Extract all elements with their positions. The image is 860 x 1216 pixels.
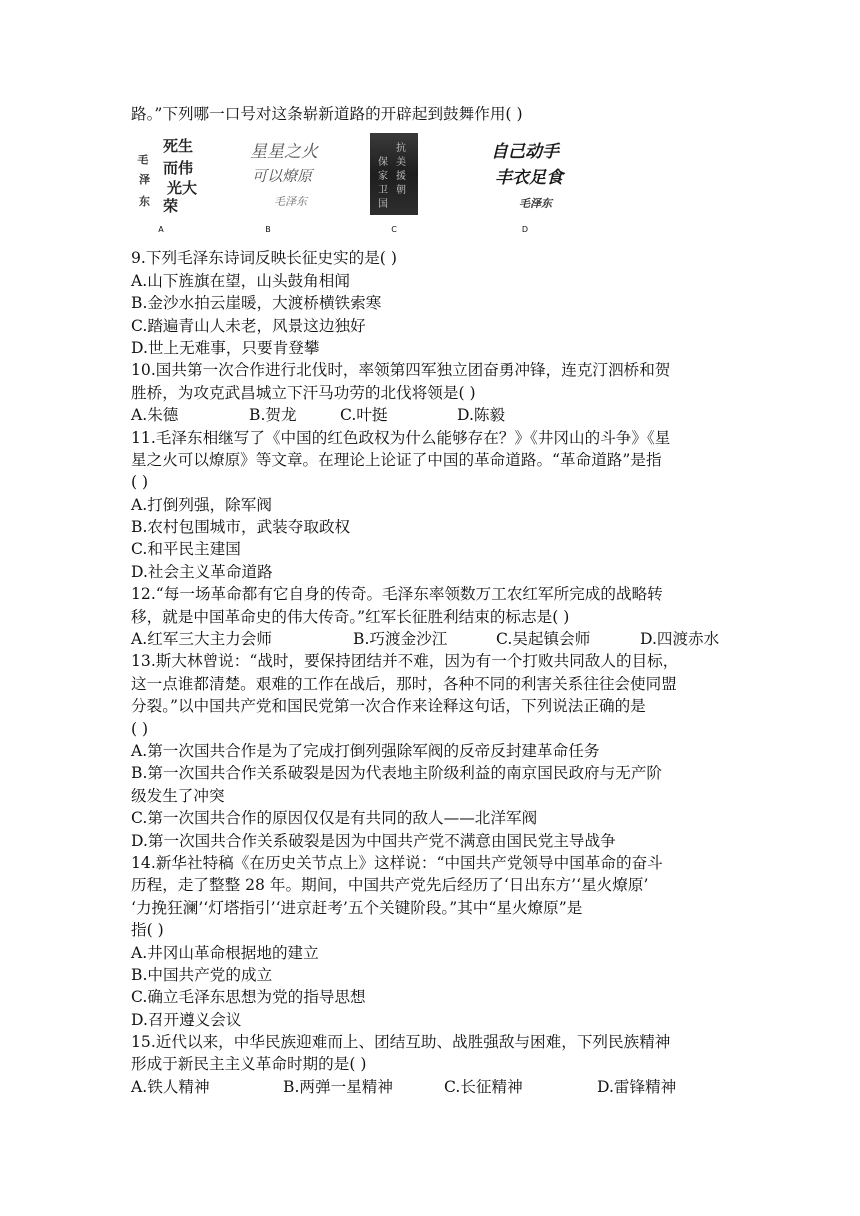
option-b: B.两弹一星精神 [283, 1077, 393, 1096]
option-a: A.铁人精神 [131, 1077, 210, 1096]
svg-text:荣: 荣 [163, 197, 179, 216]
question-stem: 12.“每一场革命都有它自身的传奇。毛泽东率领数万工农红军所完成的战略转 [131, 585, 663, 604]
svg-text:可以燎原: 可以燎原 [252, 167, 313, 186]
question-stem: 星之火可以燎原》等文章。在理论上论证了中国的革命道路。“革命道路”是指 [131, 450, 662, 469]
svg-text:丰衣足食: 丰衣足食 [495, 168, 563, 189]
svg-text:光大: 光大 [167, 179, 198, 198]
option-b: B.中国共产党的成立 [131, 965, 273, 984]
calligraphy-image-a [133, 133, 198, 235]
option-c: C.第一次国共合作的原因仅仅是有共同的敌人——北洋军阀 [131, 809, 538, 828]
svg-text:毛泽东: 毛泽东 [519, 197, 552, 211]
options-row [131, 404, 731, 426]
image-label-a: A [158, 225, 164, 235]
option-c: C.长征精神 [444, 1077, 523, 1096]
option-c: C.踏遍青山人未老，风景这边独好 [131, 316, 366, 335]
option-a: A.打倒列强，除军阀 [131, 495, 272, 514]
svg-text:星星之火: 星星之火 [250, 142, 318, 163]
calligraphy-image-d [489, 133, 563, 235]
option-d: D.社会主义革命道路 [131, 562, 273, 581]
svg-text:自己动手: 自己动手 [491, 142, 559, 163]
question-stem: 14.新华社特稿《在历史关节点上》这样说：“中国共产党领导中国革命的奋斗 [131, 853, 663, 872]
option-d: D.陈毅 [457, 406, 506, 425]
option-a: A.井冈山革命根据地的建立 [131, 943, 319, 962]
question-stem: 这一点谁都清楚。艰难的工作在战后，那时，各种不同的利害关系往往会使同盟 [131, 674, 677, 693]
question-14 [131, 852, 731, 1031]
svg-text:美: 美 [396, 157, 406, 169]
question-stem: 11.毛泽东相继写了《中国的红色政权为什么能够存在？》《井冈山的斗争》《星 [131, 428, 671, 447]
option-b: B.贺龙 [249, 406, 297, 425]
option-d: D.第一次国共合作关系破裂是因为中国共产党不满意由国民党主导战争 [131, 831, 616, 850]
question-stem: 15.近代以来，中华民族迎难而上、团结互助、战胜强敌与困难，下列民族精神 [131, 1033, 671, 1052]
calligraphy-image-b [248, 133, 320, 235]
question-stem: 10.国共第一次合作进行北伐时，率领第四军独立团奋勇冲锋，连克汀泗桥和贺 [131, 361, 671, 380]
option-b: B.巧渡金沙江 [353, 630, 448, 649]
svg-text:卫: 卫 [378, 185, 388, 197]
question-stem: 指( ) [131, 921, 164, 940]
option-b: B.第一次国共合作关系破裂是因为代表地主阶级利益的南京国民政府与无产阶 [131, 764, 663, 783]
q8-tail-line: 路。”下列哪一口号对这条崭新道路的开辟起到鼓舞作用( ) [131, 105, 523, 123]
svg-text:而伟: 而伟 [163, 159, 194, 178]
option-c: C.确立毛泽东思想为党的指导思想 [131, 988, 366, 1007]
q8-image-options [131, 133, 731, 245]
options-row [131, 1076, 731, 1098]
image-label-b: B [265, 225, 271, 235]
option-a: A.第一次国共合作是为了完成打倒列强除军阀的反帝反封建革命任务 [131, 741, 600, 760]
option-a: A.山下旌旗在望，山头鼓角相闻 [131, 271, 350, 290]
question-12 [131, 583, 731, 650]
calligraphy-image-c [370, 133, 418, 235]
option-c: C.吴起镇会师 [496, 630, 591, 649]
option-b-cont: 级发生了冲突 [131, 786, 225, 805]
question-11 [131, 427, 731, 584]
options-row [131, 628, 731, 650]
question-13 [131, 650, 731, 852]
option-a: A.红军三大主力会师 [131, 630, 272, 649]
question-stem: ( ) [131, 719, 149, 738]
option-a: A.朱德 [131, 406, 179, 425]
svg-text:毛: 毛 [136, 152, 150, 168]
svg-text:保: 保 [378, 157, 388, 169]
question-stem: 历程，走了整整 28 年。期间，中国共产党先后经历了‘日出东方’‘星火燎原’ [131, 876, 649, 895]
svg-text:毛泽东: 毛泽东 [274, 195, 307, 209]
svg-text:抗: 抗 [396, 143, 406, 155]
question-9 [131, 247, 731, 359]
option-d: D.四渡赤水 [640, 630, 720, 649]
option-c: C.叶挺 [340, 406, 388, 425]
image-label-d: D [521, 225, 529, 235]
question-stem: ( ) [131, 473, 149, 492]
option-d: D.召开遵义会议 [131, 1010, 242, 1029]
svg-text:家: 家 [378, 171, 388, 183]
question-10 [131, 359, 731, 426]
svg-text:援: 援 [396, 171, 406, 183]
question-stem: 移，就是中国革命史的伟大传奇。”红军长征胜利结束的标志是( ) [131, 607, 570, 626]
question-stem: 胜桥，为攻克武昌城立下汗马功劳的北伐将领是( ) [131, 383, 476, 402]
question-stem: 分裂。”以中国共产党和国民党第一次合作来诠释这句话，下列说法正确的是 [131, 697, 646, 716]
question-stem: 13.斯大林曾说：“战时，要保持团结并不难，因为有一个打败共同敌人的目标， [131, 652, 679, 671]
question-stem: ‘力挽狂澜’‘灯塔指引’‘进京赶考’五个关键阶段。”其中“星火燎原”是 [131, 898, 583, 917]
question-15 [131, 1031, 731, 1098]
option-c: C.和平民主建国 [131, 540, 241, 559]
svg-text:泽: 泽 [139, 173, 150, 187]
question-content [131, 103, 731, 1098]
image-label-c: C [391, 225, 397, 235]
svg-text:国: 国 [378, 199, 388, 211]
question-stem: 9.下列毛泽东诗词反映长征史实的是( ) [131, 249, 397, 268]
question-stem: 形成于新民主主义革命时期的是( ) [131, 1055, 367, 1074]
svg-text:朝: 朝 [396, 185, 406, 197]
option-b: B.金沙水拍云崖暖，大渡桥横铁索寒 [131, 294, 382, 313]
option-d: D.世上无难事，只要肯登攀 [131, 338, 320, 357]
option-b: B.农村包围城市，武装夺取政权 [131, 518, 351, 537]
option-d: D.雷锋精神 [597, 1077, 677, 1096]
svg-text:死生: 死生 [163, 137, 194, 156]
svg-text:东: 东 [139, 195, 150, 209]
